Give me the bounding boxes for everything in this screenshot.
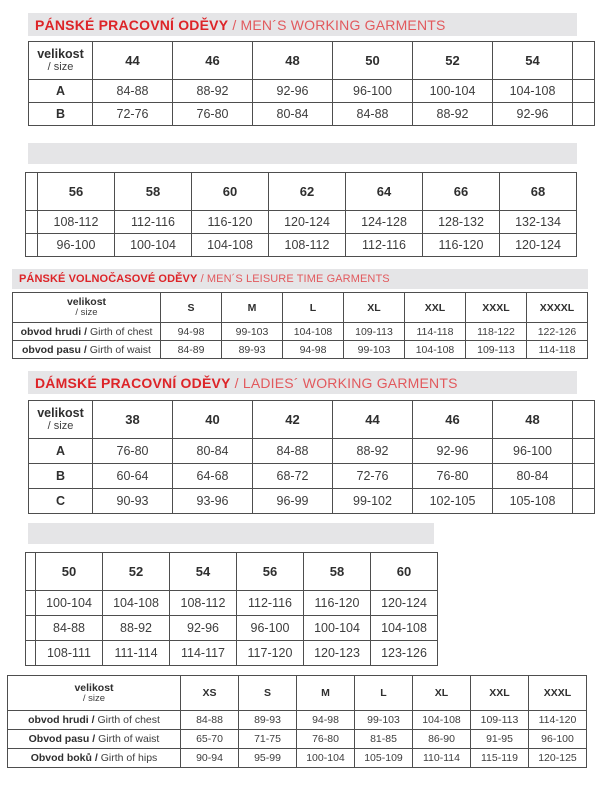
size-column-header: 48 xyxy=(253,42,333,80)
measurement-cell: 84-88 xyxy=(253,439,333,464)
heading-english-text: / LADIES´ WORKING GARMENTS xyxy=(230,374,458,391)
measurement-cell: 81-85 xyxy=(355,730,413,749)
size-column-header: 64 xyxy=(346,173,423,211)
size-column-header: 54 xyxy=(493,42,573,80)
measurement-cell: 114-120 xyxy=(529,711,587,730)
size-corner-cell xyxy=(13,293,161,323)
clipped-cell-stub xyxy=(573,80,595,103)
clipped-column-stub xyxy=(26,553,36,591)
table-row xyxy=(26,591,438,616)
measurement-cell: 104-108 xyxy=(283,323,344,341)
measurement-cell: 132-134 xyxy=(500,211,577,234)
table-row xyxy=(13,341,588,359)
measurement-cell: 99-103 xyxy=(222,323,283,341)
measurement-cell: 99-103 xyxy=(344,341,405,359)
measurement-cell: 104-108 xyxy=(413,711,471,730)
corner-label-bold: velikost xyxy=(74,681,114,694)
heading-english-text: / MEN´S LEISURE TIME GARMENTS xyxy=(197,273,390,285)
corner-label-bold: velikost xyxy=(37,46,84,61)
measurement-cell: 122-126 xyxy=(527,323,588,341)
table-row xyxy=(8,730,587,749)
measurement-cell: 100-104 xyxy=(413,80,493,103)
clipped-cell-stub xyxy=(573,489,595,514)
section-heading-mens-leisure xyxy=(12,269,588,289)
measurement-cell: 108-111 xyxy=(36,641,103,666)
measurement-cell: 94-98 xyxy=(161,323,222,341)
size-column-header: 56 xyxy=(38,173,115,211)
clipped-cell-stub xyxy=(573,103,595,126)
measurement-cell: 108-112 xyxy=(269,234,346,257)
measurement-cell: 124-128 xyxy=(346,211,423,234)
measurement-cell: 117-120 xyxy=(237,641,304,666)
measurement-cell: 99-103 xyxy=(355,711,413,730)
measurement-cell: 92-96 xyxy=(413,439,493,464)
size-column-header: 48 xyxy=(493,401,573,439)
measurement-cell: 93-96 xyxy=(173,489,253,514)
row-label-cell: obvod hrudi / Girth of chest xyxy=(8,711,181,730)
clipped-cell-stub xyxy=(26,211,38,234)
section-heading-ladies-working xyxy=(28,371,577,394)
measurement-cell: 92-96 xyxy=(170,616,237,641)
size-column-header: 50 xyxy=(333,42,413,80)
measurement-cell: 99-102 xyxy=(333,489,413,514)
measurement-cell: 105-108 xyxy=(493,489,573,514)
measurement-cell: 114-117 xyxy=(170,641,237,666)
measurement-cell: 76-80 xyxy=(173,103,253,126)
size-corner-cell xyxy=(8,676,181,711)
size-column-header: 52 xyxy=(103,553,170,591)
measurement-cell: 104-108 xyxy=(405,341,466,359)
corner-label-regular: / size xyxy=(82,692,106,704)
measurement-cell: 94-98 xyxy=(297,711,355,730)
row-label-cell: obvod pasu / Girth of waist xyxy=(13,341,161,359)
size-column-header: L xyxy=(355,676,413,711)
heading-czech-text: PÁNSKÉ PRACOVNÍ ODĚVY xyxy=(35,16,229,33)
size-column-header: XXXL xyxy=(529,676,587,711)
measurement-cell: 68-72 xyxy=(253,464,333,489)
table-row xyxy=(8,749,587,768)
measurement-cell: 76-80 xyxy=(93,439,173,464)
corner-label-regular: / size xyxy=(47,61,74,74)
table-row xyxy=(26,211,577,234)
corner-label-bold: velikost xyxy=(37,405,84,420)
table-row xyxy=(8,711,587,730)
measurement-cell: 114-118 xyxy=(527,341,588,359)
table-row xyxy=(29,489,595,514)
table-mens-leisure-sizes xyxy=(12,292,588,359)
measurement-cell: 84-88 xyxy=(93,80,173,103)
size-column-header: 42 xyxy=(253,401,333,439)
table-row xyxy=(26,616,438,641)
size-column-header: 40 xyxy=(173,401,253,439)
measurement-cell: 100-104 xyxy=(297,749,355,768)
measurement-cell: 112-116 xyxy=(237,591,304,616)
measurement-cell: 80-84 xyxy=(173,439,253,464)
measurement-cell: 112-116 xyxy=(346,234,423,257)
size-column-header: S xyxy=(239,676,297,711)
size-column-header: 50 xyxy=(36,553,103,591)
measurement-cell: 72-76 xyxy=(93,103,173,126)
table-row xyxy=(13,323,588,341)
size-column-header: XXXXL xyxy=(527,293,588,323)
measurement-cell: 76-80 xyxy=(297,730,355,749)
size-column-header: L xyxy=(283,293,344,323)
measurement-cell: 120-125 xyxy=(529,749,587,768)
size-column-header: 62 xyxy=(269,173,346,211)
measurement-cell: 102-105 xyxy=(413,489,493,514)
size-column-header: 58 xyxy=(304,553,371,591)
measurement-cell: 89-93 xyxy=(239,711,297,730)
measurement-cell: 104-108 xyxy=(493,80,573,103)
clipped-cell-stub xyxy=(26,616,36,641)
size-column-header: 44 xyxy=(333,401,413,439)
size-column-header: 60 xyxy=(371,553,438,591)
measurement-cell: 84-89 xyxy=(161,341,222,359)
header-row xyxy=(26,553,438,591)
size-column-header: XXXL xyxy=(466,293,527,323)
measurement-cell: 84-88 xyxy=(181,711,239,730)
size-column-header: M xyxy=(297,676,355,711)
measurement-cell: 111-114 xyxy=(103,641,170,666)
size-column-header: 38 xyxy=(93,401,173,439)
measurement-cell: 108-112 xyxy=(38,211,115,234)
header-row xyxy=(26,173,577,211)
size-column-header: XL xyxy=(413,676,471,711)
size-column-header: 44 xyxy=(93,42,173,80)
measurement-cell: 114-118 xyxy=(405,323,466,341)
size-column-header: 60 xyxy=(192,173,269,211)
row-label-cell: obvod hrudi / Girth of chest xyxy=(13,323,161,341)
header-row xyxy=(29,42,595,80)
measurement-cell: 105-109 xyxy=(355,749,413,768)
measurement-cell: 104-108 xyxy=(371,616,438,641)
measurement-cell: 65-70 xyxy=(181,730,239,749)
size-column-header: 68 xyxy=(500,173,577,211)
measurement-cell: 80-84 xyxy=(493,464,573,489)
size-column-header: 54 xyxy=(170,553,237,591)
corner-label-regular: / size xyxy=(75,307,98,319)
measurement-cell: 100-104 xyxy=(36,591,103,616)
size-column-header: 58 xyxy=(115,173,192,211)
table-row xyxy=(29,80,595,103)
measurement-cell: 88-92 xyxy=(173,80,253,103)
measurement-cell: 96-100 xyxy=(529,730,587,749)
measurement-cell: 116-120 xyxy=(304,591,371,616)
heading-czech-text: PÁNSKÉ VOLNOČASOVÉ ODĚVY xyxy=(19,273,198,285)
size-column-header: XXL xyxy=(471,676,529,711)
measurement-cell: 92-96 xyxy=(253,80,333,103)
measurement-cell: 88-92 xyxy=(413,103,493,126)
measurement-cell: 84-88 xyxy=(36,616,103,641)
measurement-cell: 120-124 xyxy=(269,211,346,234)
measurement-cell: 60-64 xyxy=(93,464,173,489)
measurement-cell: 100-104 xyxy=(304,616,371,641)
row-label-cell: B xyxy=(29,464,93,489)
row-label-cell: Obvod boků / Girth of hips xyxy=(8,749,181,768)
measurement-cell: 115-119 xyxy=(471,749,529,768)
measurement-cell: 116-120 xyxy=(423,234,500,257)
row-label-cell: B xyxy=(29,103,93,126)
separator-band xyxy=(28,143,577,164)
measurement-cell: 96-100 xyxy=(237,616,304,641)
table-row xyxy=(26,641,438,666)
measurement-cell: 76-80 xyxy=(413,464,493,489)
header-row xyxy=(13,293,588,323)
measurement-cell: 80-84 xyxy=(253,103,333,126)
measurement-cell: 88-92 xyxy=(333,439,413,464)
clipped-cell-stub xyxy=(26,234,38,257)
table-ladies-working-sizes-38-48 xyxy=(28,400,595,514)
measurement-cell: 120-124 xyxy=(500,234,577,257)
clipped-cell-stub xyxy=(573,439,595,464)
table-mens-working-sizes-56-68 xyxy=(25,172,577,257)
measurement-cell: 116-120 xyxy=(192,211,269,234)
measurement-cell: 104-108 xyxy=(192,234,269,257)
clipped-cell-stub xyxy=(573,464,595,489)
measurement-cell: 96-100 xyxy=(333,80,413,103)
measurement-cell: 100-104 xyxy=(115,234,192,257)
measurement-cell: 90-94 xyxy=(181,749,239,768)
size-column-header: XXL xyxy=(405,293,466,323)
measurement-cell: 89-93 xyxy=(222,341,283,359)
table-ladies-letter-sizes xyxy=(7,675,587,768)
table-mens-working-sizes-44-54 xyxy=(28,41,595,126)
measurement-cell: 96-100 xyxy=(38,234,115,257)
corner-label-regular: / size xyxy=(47,420,74,433)
measurement-cell: 128-132 xyxy=(423,211,500,234)
clipped-cell-stub xyxy=(26,591,36,616)
size-column-header: XL xyxy=(344,293,405,323)
row-label-cell: A xyxy=(29,439,93,464)
heading-czech-text: DÁMSKÉ PRACOVNÍ ODĚVY xyxy=(35,374,231,391)
clipped-column-stub xyxy=(26,173,38,211)
measurement-cell: 104-108 xyxy=(103,591,170,616)
clipped-column-stub xyxy=(573,401,595,439)
measurement-cell: 96-99 xyxy=(253,489,333,514)
measurement-cell: 109-113 xyxy=(344,323,405,341)
measurement-cell: 88-92 xyxy=(103,616,170,641)
size-column-header: 46 xyxy=(413,401,493,439)
table-row xyxy=(29,103,595,126)
heading-english-text: / MEN´S WORKING GARMENTS xyxy=(228,16,446,33)
size-column-header: 52 xyxy=(413,42,493,80)
measurement-cell: 71-75 xyxy=(239,730,297,749)
measurement-cell: 112-116 xyxy=(115,211,192,234)
row-label-cell: Obvod pasu / Girth of waist xyxy=(8,730,181,749)
size-column-header: XS xyxy=(181,676,239,711)
header-row xyxy=(29,401,595,439)
measurement-cell: 123-126 xyxy=(371,641,438,666)
size-column-header: S xyxy=(161,293,222,323)
measurement-cell: 86-90 xyxy=(413,730,471,749)
header-row xyxy=(8,676,587,711)
size-column-header: 46 xyxy=(173,42,253,80)
clipped-cell-stub xyxy=(26,641,36,666)
table-row xyxy=(26,234,577,257)
clipped-column-stub xyxy=(573,42,595,80)
table-row xyxy=(29,464,595,489)
table-ladies-working-sizes-50-60 xyxy=(25,552,438,666)
size-column-header: 66 xyxy=(423,173,500,211)
measurement-cell: 90-93 xyxy=(93,489,173,514)
size-column-header: M xyxy=(222,293,283,323)
row-label-cell: C xyxy=(29,489,93,514)
separator-band xyxy=(28,523,434,544)
measurement-cell: 92-96 xyxy=(493,103,573,126)
measurement-cell: 118-122 xyxy=(466,323,527,341)
size-corner-cell xyxy=(29,401,93,439)
measurement-cell: 120-124 xyxy=(371,591,438,616)
measurement-cell: 72-76 xyxy=(333,464,413,489)
measurement-cell: 110-114 xyxy=(413,749,471,768)
measurement-cell: 64-68 xyxy=(173,464,253,489)
measurement-cell: 84-88 xyxy=(333,103,413,126)
measurement-cell: 95-99 xyxy=(239,749,297,768)
size-column-header: 56 xyxy=(237,553,304,591)
measurement-cell: 91-95 xyxy=(471,730,529,749)
size-corner-cell xyxy=(29,42,93,80)
corner-label-bold: velikost xyxy=(66,296,107,308)
measurement-cell: 120-123 xyxy=(304,641,371,666)
measurement-cell: 96-100 xyxy=(493,439,573,464)
table-row xyxy=(29,439,595,464)
measurement-cell: 94-98 xyxy=(283,341,344,359)
measurement-cell: 108-112 xyxy=(170,591,237,616)
measurement-cell: 109-113 xyxy=(471,711,529,730)
section-heading-mens-working xyxy=(28,13,577,36)
row-label-cell: A xyxy=(29,80,93,103)
measurement-cell: 109-113 xyxy=(466,341,527,359)
